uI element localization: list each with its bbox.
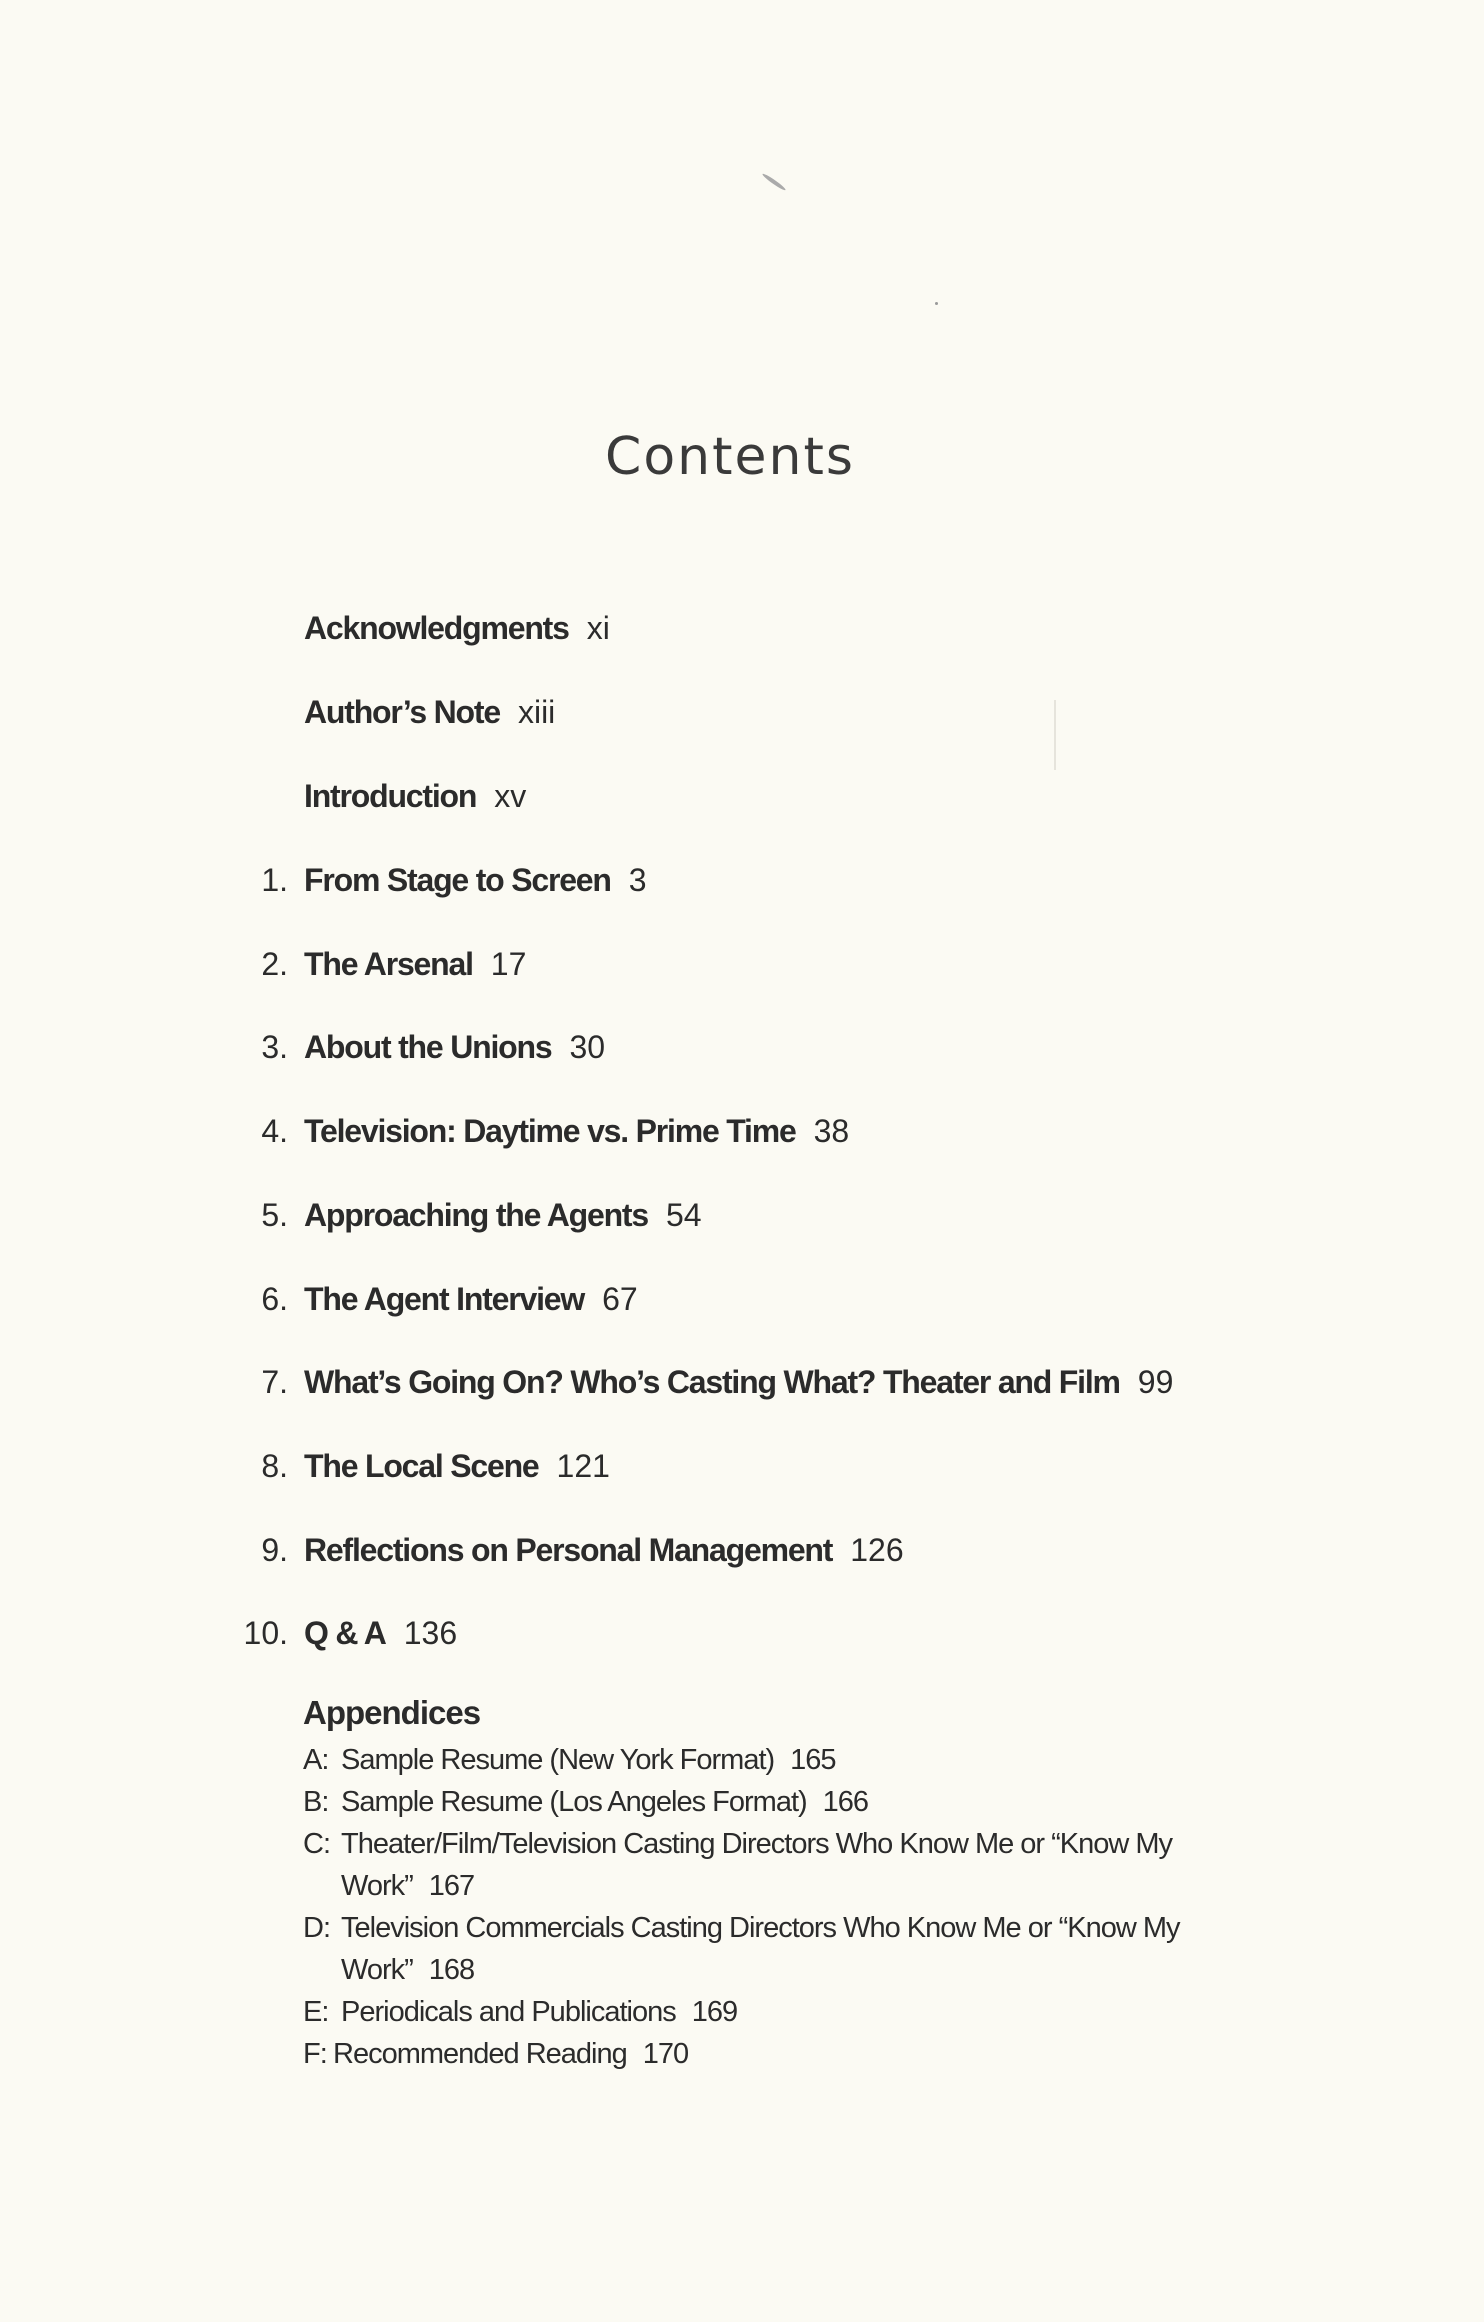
appendix-letter: C: bbox=[303, 1828, 330, 1860]
entry-page: 121 bbox=[556, 1447, 610, 1484]
appendix-title: Theater/Film/Television Casting Directors Who Know Me or “Know My bbox=[341, 1828, 1173, 1860]
page-title: Contents bbox=[605, 426, 855, 487]
appendix-title: Periodicals and Publications bbox=[341, 1996, 676, 2028]
appendix-title-continuation: Work” bbox=[341, 1870, 413, 1902]
entry-title: Introduction bbox=[304, 778, 477, 814]
entry-page: 67 bbox=[602, 1280, 638, 1317]
appendix-letter: A: bbox=[303, 1744, 329, 1776]
appendix-letter: F: bbox=[303, 2038, 327, 2070]
appendix-title-continuation: Work” bbox=[341, 1954, 413, 1986]
entry-title: The Local Scene bbox=[304, 1447, 539, 1484]
appendix-item[interactable] bbox=[303, 1908, 1179, 1948]
entry-page: 3 bbox=[628, 862, 647, 898]
chapter-number: 2. bbox=[261, 945, 288, 982]
entry-title: The Agent Interview bbox=[304, 1280, 585, 1317]
chapter-number: 8. bbox=[261, 1447, 288, 1484]
entry-title: Approaching the Agents bbox=[304, 1196, 648, 1233]
entry-title: About the Unions bbox=[304, 1029, 552, 1066]
entry-page: 99 bbox=[1137, 1364, 1174, 1401]
appendix-title: Sample Resume (New York Format) bbox=[341, 1744, 775, 1776]
appendix-item[interactable] bbox=[303, 1992, 737, 2032]
appendix-item[interactable] bbox=[303, 1782, 868, 1822]
appendix-letter: B: bbox=[303, 1786, 329, 1818]
entry-title: Q & A bbox=[304, 1615, 386, 1652]
appendix-item[interactable] bbox=[303, 1740, 836, 1780]
appendix-page: 169 bbox=[691, 1996, 738, 2028]
entry-page: 17 bbox=[490, 945, 527, 982]
entry-page: xi bbox=[586, 610, 610, 646]
entry-page: 38 bbox=[813, 1113, 850, 1150]
scan-mark bbox=[1054, 700, 1056, 770]
appendix-item-continuation[interactable] bbox=[341, 1866, 474, 1906]
entry-page: 30 bbox=[569, 1029, 606, 1066]
entry-title: From Stage to Screen bbox=[304, 862, 611, 898]
chapter-number: 3. bbox=[261, 1029, 288, 1066]
entry-title: Reflections on Personal Management bbox=[304, 1531, 833, 1568]
entry-title: Acknowledgments bbox=[304, 610, 569, 646]
appendix-item[interactable] bbox=[303, 1824, 1172, 1864]
entry-page: xv bbox=[494, 778, 527, 814]
appendix-title: Sample Resume (Los Angeles Format) bbox=[341, 1786, 807, 1818]
entry-page: xiii bbox=[517, 694, 556, 730]
appendix-title: Television Commercials Casting Directors Who Know Me or “Know My bbox=[341, 1912, 1180, 1944]
entry-title: The Arsenal bbox=[304, 945, 473, 982]
chapter-number: 10. bbox=[243, 1615, 288, 1652]
appendix-page: 166 bbox=[822, 1786, 869, 1818]
entry-page: 126 bbox=[850, 1531, 904, 1568]
entry-title: Author’s Note bbox=[304, 694, 500, 730]
chapter-number: 6. bbox=[261, 1280, 288, 1317]
entry-page: 136 bbox=[403, 1615, 458, 1652]
scan-speck bbox=[935, 302, 938, 305]
entry-page: 54 bbox=[665, 1196, 702, 1233]
chapter-number: 9. bbox=[261, 1531, 288, 1568]
chapter-number: 4. bbox=[261, 1113, 288, 1150]
appendix-page: 170 bbox=[642, 2038, 689, 2070]
appendix-title: Recommended Reading bbox=[333, 2038, 627, 2070]
entry-title: What’s Going On? Who’s Casting What? Theater and Film bbox=[304, 1364, 1120, 1401]
chapter-number: 1. bbox=[261, 862, 288, 898]
appendix-page: 165 bbox=[790, 1744, 836, 1776]
appendix-page: 167 bbox=[428, 1870, 475, 1902]
chapter-number: 5. bbox=[261, 1196, 288, 1233]
appendix-item[interactable] bbox=[303, 2034, 688, 2074]
appendix-item-continuation[interactable] bbox=[341, 1950, 474, 1990]
entry-title: Television: Daytime vs. Prime Time bbox=[304, 1113, 796, 1150]
scan-mark bbox=[761, 172, 786, 191]
appendix-page: 168 bbox=[428, 1954, 475, 1986]
appendix-letter: E: bbox=[303, 1996, 329, 2028]
appendix-letter: D: bbox=[303, 1912, 330, 1944]
chapter-number: 7. bbox=[261, 1364, 288, 1401]
appendices-heading: Appendices bbox=[303, 1694, 481, 1731]
